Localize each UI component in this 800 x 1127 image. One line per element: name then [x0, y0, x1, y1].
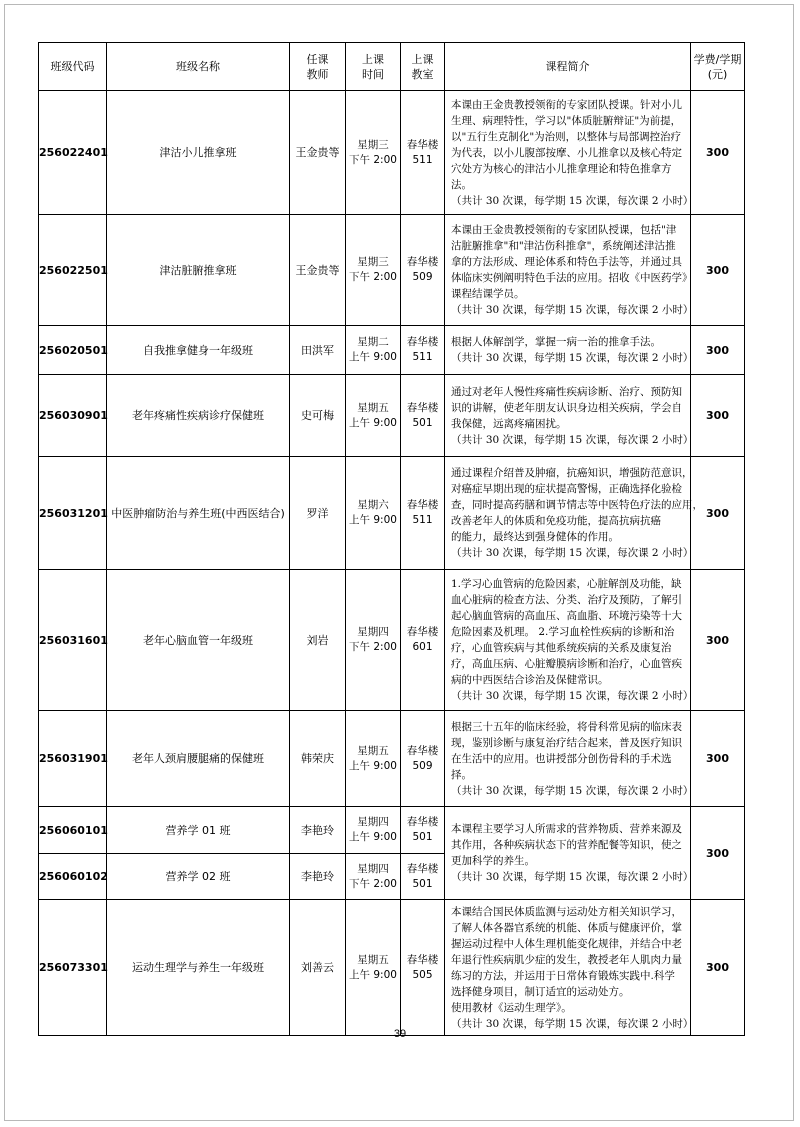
description-line: （共计 30 次课，每学期 15 次课，每次课 2 小时）: [451, 784, 694, 797]
class-name: 运动生理学与养生一年级班: [107, 900, 290, 1036]
classroom: [401, 854, 445, 900]
classroom: [401, 900, 445, 1036]
description-line: 选择健身项目，制订适宜的运动处方。: [451, 985, 630, 998]
header-teacher: [290, 43, 346, 91]
table-row: [39, 570, 745, 711]
header-row: [39, 43, 745, 91]
description-line: 了解人体各器官系统的机能、体质与健康评价，掌: [451, 921, 682, 934]
class-time-line: 下午 2:00: [349, 153, 397, 166]
tuition-fee: 300: [691, 711, 745, 807]
class-time-line: 上午 9:00: [349, 416, 397, 429]
class-time: [346, 900, 401, 1036]
course-description: [445, 375, 694, 457]
header-room-line: 教室: [411, 67, 434, 81]
classroom-line: 春华楼: [406, 626, 439, 638]
description-line: 使用教材《运动生理学》。: [451, 1001, 572, 1014]
class-time: [346, 215, 401, 326]
classroom-line: 春华楼: [406, 499, 439, 511]
class-code: 256022501: [39, 215, 107, 326]
header-time-line: 时间: [362, 67, 384, 81]
class-time-line: 上午 9:00: [349, 831, 397, 843]
classroom-line: 春华楼: [406, 953, 439, 966]
header-code: 班级代码: [39, 43, 107, 91]
description-line: 疗，高血压病、心脏瓣膜病诊断和治疗，心血管疾: [451, 658, 682, 670]
class-time-line: 星期三: [357, 138, 389, 151]
classroom: [401, 215, 445, 326]
description-line: （共计 30 次课，每学期 15 次课，每次课 2 小时）: [451, 304, 694, 316]
classroom-line: 春华楼: [406, 862, 439, 875]
teacher-name: 刘岩: [290, 570, 346, 711]
tuition-fee: 300: [691, 91, 745, 215]
table-row: [39, 711, 745, 807]
class-time-line: 星期二: [357, 336, 389, 348]
classroom-line: 501: [412, 831, 433, 843]
page-number: 39: [393, 1028, 407, 1040]
class-code: 256060101: [39, 807, 107, 854]
description-line: 根据人体解剖学，掌握一病一治的推拿手法。: [451, 336, 661, 348]
table-row: [39, 807, 745, 854]
teacher-name: 田洪军: [290, 326, 346, 375]
description-line: 现，鉴别诊断与康复治疗结合起来，普及医疗知识: [451, 736, 682, 749]
description-line: 在生活中的应用。也讲授部分创伤骨科的手术选: [451, 752, 672, 765]
class-name: 营养学 02 班: [107, 854, 290, 900]
header-teacher-line: 任课: [306, 52, 329, 66]
class-time-line: 星期四: [357, 816, 389, 828]
classroom: [401, 457, 445, 570]
classroom-line: 511: [412, 153, 433, 166]
description-line: 沽脏腑推拿"和"津沽伤科推拿"，系统阐述津沽推: [451, 240, 676, 252]
table-row: [39, 457, 745, 570]
description-line: 疗，心血管疾病与其他系统疾病的关系及康复治: [451, 642, 672, 654]
table-row: [39, 375, 745, 457]
description-line: 识的讲解，使老年朋友认识身边相关疾病，学会自: [451, 401, 682, 414]
class-name: 老年人颈肩腰腿痛的保健班: [107, 711, 290, 807]
classroom-line: 春华楼: [406, 816, 439, 828]
description-line: （共计 30 次课，每学期 15 次课，每次课 2 小时）: [451, 194, 694, 207]
class-time-line: 上午 9:00: [349, 759, 397, 772]
class-time: [346, 807, 401, 854]
class-time: [346, 854, 401, 900]
classroom-line: 春华楼: [406, 744, 439, 757]
class-code: 256031601: [39, 570, 107, 711]
header-fee: [691, 43, 745, 91]
classroom-line: 春华楼: [406, 336, 439, 348]
course-description: [445, 326, 694, 375]
description-line: 1.学习心血管病的危险因素，心脏解剖及功能，缺: [451, 578, 682, 590]
description-line: 为代表，以小儿腹部按摩、小儿推拿以及核心特定: [451, 146, 682, 159]
classroom-line: 511: [412, 514, 433, 526]
table-row: [39, 326, 745, 375]
class-time-line: 星期六: [357, 499, 389, 511]
class-time-line: 下午 2:00: [349, 877, 397, 890]
class-time-line: 上午 9:00: [349, 351, 397, 363]
tuition-fee: 300: [691, 807, 745, 900]
tuition-fee: 300: [691, 570, 745, 711]
course-table: [38, 42, 745, 1036]
teacher-name: 刘善云: [290, 900, 346, 1036]
description-line: （共计 30 次课，每学期 15 次课，每次课 2 小时）: [451, 1017, 694, 1030]
description-line: 穴处方为核心的津沽小儿推拿理论和特色推拿方: [451, 162, 672, 175]
teacher-name: 李艳玲: [290, 854, 346, 900]
teacher-name: 王金贵等: [290, 215, 346, 326]
header-teacher-line: 教师: [306, 67, 329, 81]
classroom: [401, 375, 445, 457]
classroom-line: 505: [412, 968, 433, 981]
description-line: 的能力，最终达到强身健体的作用。: [451, 531, 619, 543]
class-code: 256031201: [39, 457, 107, 570]
class-code: 256020501: [39, 326, 107, 375]
description-line: 体临床实例阐明特色手法的应用。招收《中医药学》: [451, 272, 693, 284]
description-line: 根据三十五年的临床经验，将骨科常见病的临床表: [451, 720, 682, 733]
description-line: 本课程主要学习人所需求的营养物质、营养来源及: [451, 823, 682, 835]
class-time-line: 上午 9:00: [349, 514, 397, 526]
class-time-line: 星期五: [357, 401, 389, 414]
classroom-line: 501: [412, 877, 433, 890]
course-description: [445, 807, 694, 900]
course-description: [445, 91, 694, 215]
class-time-line: 星期三: [357, 256, 389, 268]
class-time-line: 星期四: [357, 862, 389, 875]
description-line: 以"五行生克制化"为治则，以整体与局部调控治疗: [451, 130, 682, 143]
header-time-line: 上课: [362, 52, 384, 66]
header-intro: 课程简介: [445, 43, 691, 91]
description-line: 起心脑血管病的高血压、高血脂、环境污染等十大: [451, 610, 682, 622]
classroom: [401, 570, 445, 711]
description-line: 本课结合国民体质监测与运动处方相关知识学习，: [451, 905, 682, 918]
description-line: 法。: [451, 178, 472, 191]
class-time: [346, 711, 401, 807]
class-code: 256030901: [39, 375, 107, 457]
description-line: 通过课程介绍普及肿瘤，抗癌知识，增强防范意识，: [451, 467, 693, 479]
description-line: （共计 30 次课，每学期 15 次课，每次课 2 小时）: [451, 690, 694, 702]
description-line: 病的中西医结合诊治及保健常识。: [451, 674, 609, 686]
classroom: [401, 711, 445, 807]
description-line: 本课由王金贵教授领衔的专家团队授课。针对小儿: [451, 98, 682, 111]
header-room: [401, 43, 445, 91]
class-name: 老年心脑血管一年级班: [107, 570, 290, 711]
classroom-line: 509: [412, 271, 433, 283]
description-line: 危险因素及机理。 2.学习血栓性疾病的诊断和治: [451, 626, 675, 638]
class-time-line: 星期五: [357, 953, 389, 966]
description-line: 年退行性疾病肌少症的发生，教授老年人肌肉力量: [451, 953, 682, 966]
class-name: 营养学 01 班: [107, 807, 290, 854]
classroom: [401, 807, 445, 854]
course-description: [445, 711, 694, 807]
header-fee-line: (元): [707, 67, 728, 81]
tuition-fee: 300: [691, 457, 745, 570]
header-name: 班级名称: [107, 43, 290, 91]
class-time: [346, 457, 401, 570]
description-line: 生理、病理特性，学习以"体质脏腑辩证"为前提，: [451, 114, 682, 127]
class-time-line: 下午 2:00: [349, 641, 397, 653]
class-time-line: 上午 9:00: [349, 968, 397, 981]
classroom-line: 501: [412, 416, 433, 429]
tuition-fee: 300: [691, 215, 745, 326]
class-time: [346, 570, 401, 711]
description-line: 练习的方法，并运用于日常体育锻炼实践中.科学: [451, 969, 675, 982]
class-code: 256022401: [39, 91, 107, 215]
table-row: [39, 91, 745, 215]
description-line: （共计 30 次课，每学期 15 次课，每次课 2 小时）: [451, 352, 694, 364]
classroom-line: 春华楼: [406, 256, 439, 268]
course-description: [445, 570, 694, 711]
description-line: 择。: [451, 768, 472, 781]
description-line: 我保健，远离疼痛困扰。: [451, 417, 567, 430]
classroom-line: 春华楼: [406, 138, 439, 151]
class-name: 自我推拿健身一年级班: [107, 326, 290, 375]
class-name: 津沽小儿推拿班: [107, 91, 290, 215]
course-description: [445, 900, 694, 1036]
description-line: 改善老年人的体质和免疫功能，提高抗病抗癌: [451, 515, 661, 527]
class-time-line: 星期五: [357, 744, 389, 757]
classroom-line: 601: [412, 641, 433, 653]
tuition-fee: 300: [691, 900, 745, 1036]
description-line: 查，同时提高药膳和调节情志等中医特色疗法的应用，: [451, 499, 703, 511]
table-row: [39, 215, 745, 326]
class-code: 256073301: [39, 900, 107, 1036]
class-name: 津沽脏腑推拿班: [107, 215, 290, 326]
teacher-name: 李艳玲: [290, 807, 346, 854]
class-time: [346, 326, 401, 375]
tuition-fee: 300: [691, 375, 745, 457]
description-line: （共计 30 次课，每学期 15 次课，每次课 2 小时）: [451, 433, 694, 446]
class-name: 中医肿瘤防治与养生班(中西医结合): [107, 457, 290, 570]
description-line: （共计 30 次课，每学期 15 次课，每次课 2 小时）: [451, 871, 694, 883]
tuition-fee: 300: [691, 326, 745, 375]
header-room-line: 上课: [411, 52, 434, 66]
classroom: [401, 326, 445, 375]
course-description: [445, 457, 703, 570]
classroom: [401, 91, 445, 215]
class-name: 老年疼痛性疾病诊疗保健班: [107, 375, 290, 457]
description-line: 其作用，各种疾病状态下的营养配餐等知识，使之: [451, 839, 682, 851]
table-body: [39, 91, 745, 1036]
teacher-name: 韩荣庆: [290, 711, 346, 807]
course-description: [445, 215, 694, 326]
header-time: [346, 43, 401, 91]
header-fee-line: 学费/学期: [693, 52, 742, 66]
teacher-name: 罗洋: [290, 457, 346, 570]
description-line: 本课由王金贵教授领衔的专家团队授课，包括"津: [451, 224, 677, 236]
class-time-line: 星期四: [357, 626, 389, 638]
description-line: 通过对老年人慢性疼痛性疾病诊断、治疗、预防知: [451, 385, 682, 398]
description-line: 血心脏病的检查方法、分类、治疗及预防，了解引: [451, 594, 682, 606]
description-line: （共计 30 次课，每学期 15 次课，每次课 2 小时）: [451, 547, 694, 559]
table-row: [39, 900, 745, 1036]
teacher-name: 王金贵等: [290, 91, 346, 215]
description-line: 拿的方法形成、理论体系和特色手法等，并通过具: [451, 256, 682, 268]
classroom-line: 511: [412, 351, 433, 363]
description-line: 更加科学的养生。: [451, 855, 535, 867]
classroom-line: 春华楼: [406, 401, 439, 414]
description-line: 对癌症早期出现的症状提高警惕，正确选择化验检: [451, 483, 682, 495]
description-line: 课程结课学员。: [451, 288, 525, 300]
classroom-line: 509: [412, 759, 433, 772]
class-code: 256031901: [39, 711, 107, 807]
class-time: [346, 91, 401, 215]
class-time: [346, 375, 401, 457]
teacher-name: 史可梅: [290, 375, 346, 457]
class-time-line: 下午 2:00: [349, 271, 397, 283]
description-line: 握运动过程中人体生理机能变化规律，并结合中老: [451, 937, 682, 950]
class-code: 256060102: [39, 854, 107, 900]
